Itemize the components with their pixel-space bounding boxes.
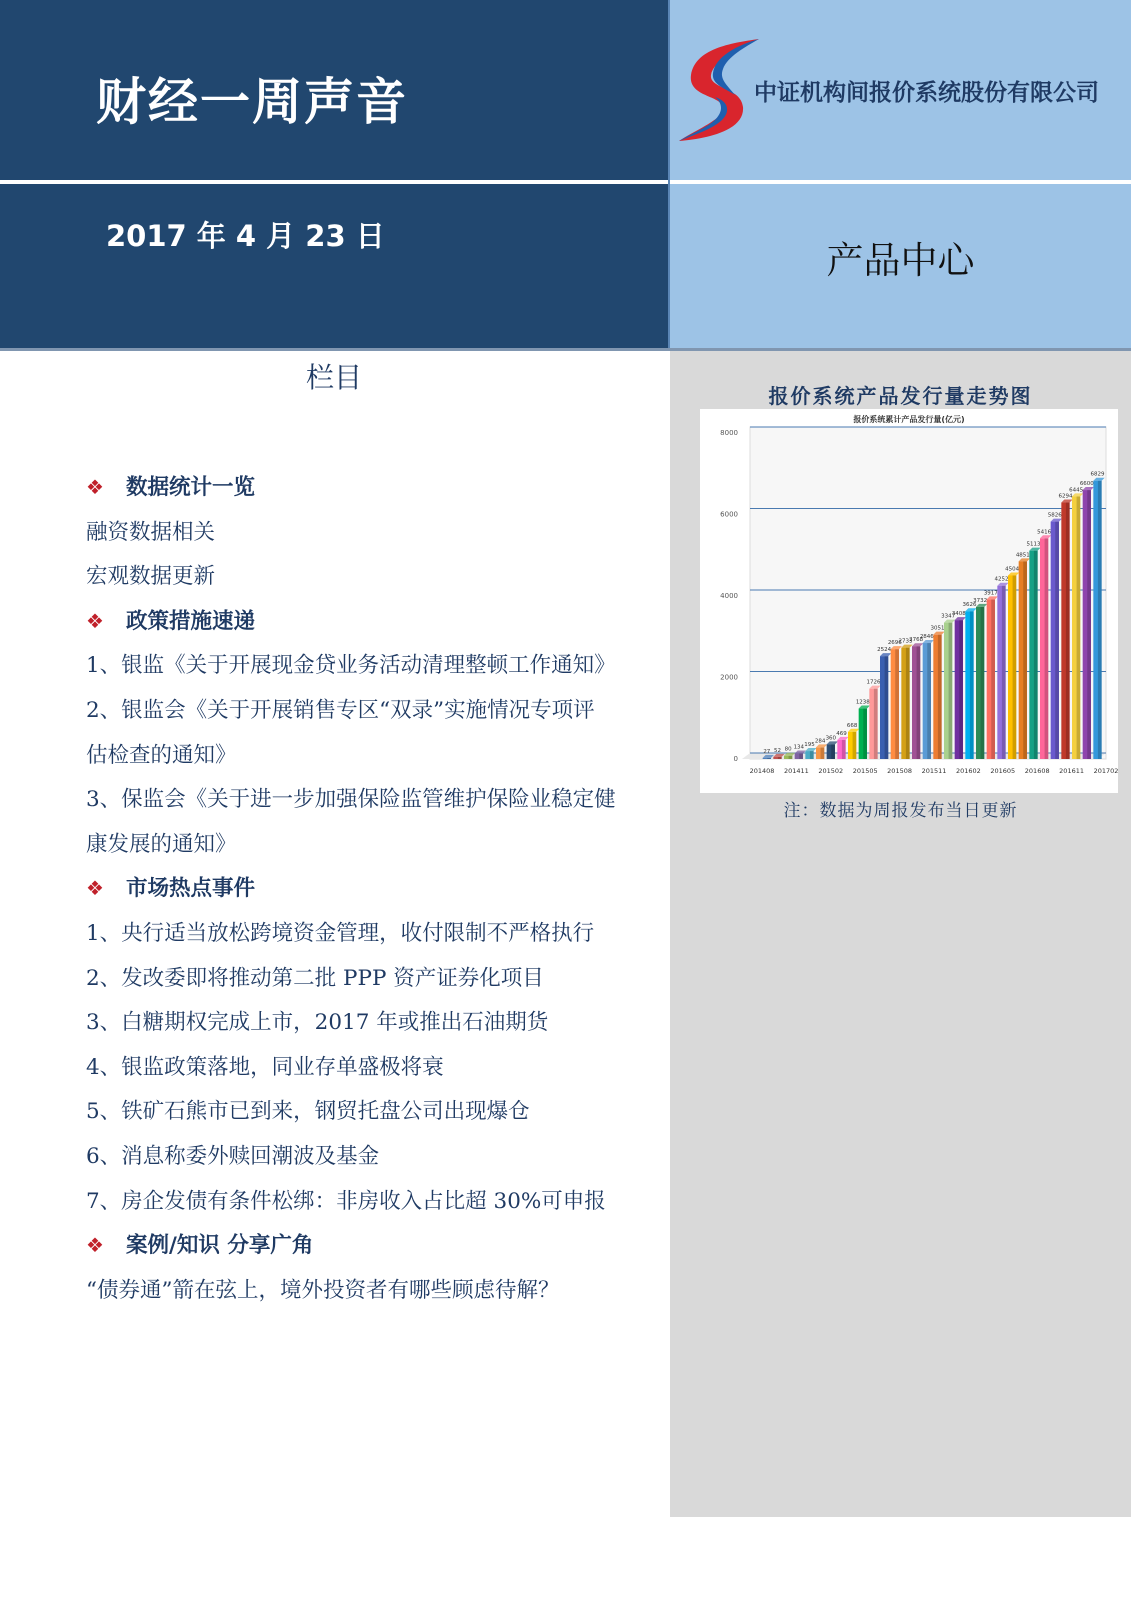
- chart-bar-shade: [885, 656, 889, 759]
- toc-section-2: [86, 604, 255, 635]
- bar-value-label: 6445: [1069, 487, 1084, 494]
- y-tick-label: 2000: [720, 673, 738, 682]
- chart-bar-shade: [1087, 490, 1091, 759]
- toc-item: 估检查的通知》: [86, 742, 237, 768]
- chart-bar-shade: [1013, 575, 1017, 759]
- bar-value-label: 195: [804, 742, 815, 749]
- chart-bar-shade: [810, 751, 814, 759]
- toc-section-title: 政策措施速递: [126, 608, 256, 634]
- bar-value-label: 2733: [898, 638, 913, 645]
- x-tick-label: 201411: [783, 767, 809, 775]
- bar-value-label: 5416: [1037, 529, 1052, 536]
- toc-section-1: [86, 470, 255, 501]
- bar-value-label: 2846: [919, 634, 934, 641]
- bar-value-label: 2524: [877, 647, 892, 654]
- report-date: 2017 年 4 月 23 日: [106, 219, 385, 253]
- chart-bar-shade: [970, 611, 974, 759]
- header-left-bottom: [0, 184, 668, 348]
- bar-value-label: 4252: [994, 576, 1009, 583]
- chart-bar-shade: [789, 756, 793, 759]
- bar-value-label: 5113: [1026, 541, 1041, 548]
- chart-bar-shade: [831, 744, 835, 759]
- x-tick-label: 201408: [749, 767, 775, 775]
- chart-bar-shade: [1034, 551, 1038, 759]
- chart-bar-shade: [863, 709, 867, 759]
- chart-bar-shade: [1002, 586, 1006, 759]
- chart-inner-title: 报价系统累计产品发行量(亿元): [853, 415, 965, 424]
- chart-bar-shade: [1077, 496, 1081, 759]
- x-tick-label: 201608: [1024, 767, 1050, 775]
- chart-svg: [700, 409, 1118, 793]
- toc-item: 5、铁矿石熊市已到来，钢贸托盘公司出现爆仓: [86, 1099, 530, 1125]
- bar-value-label: 2696: [887, 640, 902, 647]
- toc-section-4: [86, 1228, 313, 1259]
- toc-section-title: 案例/知识 分享广角: [126, 1233, 314, 1259]
- toc-item: 7、房企发债有条件松绑：非房收入占比超 30%可申报: [86, 1188, 606, 1214]
- bar-value-label: 3917: [983, 590, 998, 597]
- toc-item: 宏观数据更新: [86, 564, 216, 590]
- chart-bar-shade: [778, 757, 782, 759]
- y-tick-label: 6000: [720, 510, 738, 519]
- chart-bar-shade: [1098, 481, 1102, 759]
- toc-item: 康发展的通知》: [86, 831, 237, 857]
- chart-bar-shade: [1023, 561, 1027, 759]
- toc-heading: 栏目: [305, 361, 362, 394]
- bar-value-label: 27: [763, 748, 771, 755]
- x-tick-label: 201602: [955, 767, 981, 775]
- toc-item: 6、消息称委外赎回潮波及基金: [86, 1144, 380, 1169]
- chart-bar-shade: [895, 649, 899, 759]
- bar-value-label: 3732: [973, 597, 988, 604]
- company-logo-icon: [675, 35, 765, 145]
- chart-bar-shade: [874, 689, 878, 759]
- bar-value-label: 80: [784, 746, 792, 753]
- header-divider: [0, 180, 1131, 184]
- toc-item: 3、白糖期权完成上市，2017 年或推出石油期货: [86, 1010, 549, 1036]
- x-tick-label: 201611: [1059, 767, 1085, 775]
- toc-item: 4、银监政策落地，同业存单盛极将衰: [86, 1054, 444, 1080]
- bar-value-label: 3051: [930, 625, 945, 632]
- issuance-chart: [700, 409, 1118, 793]
- chart-bar-shade: [917, 646, 921, 759]
- bar-value-label: 6294: [1058, 493, 1073, 500]
- chart-bar-shade: [1066, 503, 1070, 759]
- chart-bar-shade: [842, 740, 846, 759]
- chart-bar-shade: [821, 747, 825, 759]
- chart-bar-shade: [767, 758, 771, 759]
- bar-value-label: 4504: [1005, 566, 1020, 573]
- chart-bar-shade: [1055, 522, 1059, 759]
- company-name: 中证机构间报价系统股份有限公司: [754, 80, 1099, 106]
- y-tick-label: 0: [733, 755, 738, 763]
- chart-bar-shade: [927, 643, 931, 759]
- toc-section-3: [86, 871, 255, 902]
- bar-value-label: 668: [846, 722, 858, 729]
- x-tick-label: 201508: [887, 767, 913, 775]
- bar-value-label: 5826: [1047, 512, 1062, 519]
- bar-value-label: 1726: [866, 679, 881, 686]
- chart-bar-shade: [981, 607, 985, 759]
- diamond-bullet-icon: ❖: [86, 1233, 104, 1258]
- chart-bar-shade: [799, 754, 803, 759]
- toc-item: 2、发改委即将推动第二批 PPP 资产证券化项目: [86, 965, 544, 991]
- bar-value-label: 6600: [1079, 481, 1094, 488]
- chart-bar-shade: [991, 599, 995, 759]
- bar-value-label: 360: [825, 735, 837, 742]
- bar-value-label: 469: [836, 730, 847, 737]
- bar-value-label: 1238: [855, 699, 870, 706]
- chart-caption: 报价系统产品发行量走势图: [768, 384, 1033, 408]
- bar-value-label: 3408: [951, 611, 966, 618]
- bar-value-label: 4851: [1015, 552, 1030, 559]
- diamond-bullet-icon: ❖: [86, 475, 104, 499]
- x-tick-label: 201605: [990, 767, 1016, 775]
- bar-value-label: 6829: [1090, 471, 1105, 478]
- diamond-bullet-icon: ❖: [86, 608, 104, 633]
- department-name: 产品中心: [826, 239, 975, 282]
- chart-bar-shade: [949, 623, 953, 759]
- toc-item: 1、银监《关于开展现金贷业务活动清理整顿工作通知》: [86, 653, 616, 679]
- toc-item: 1、央行适当放松跨境资金管理，收付限制不严格执行: [86, 921, 595, 946]
- x-tick-label: 201511: [921, 767, 947, 775]
- bar-value-label: 2768: [909, 637, 924, 644]
- bar-value-label: 3626: [962, 602, 977, 609]
- page-title: 财经一周声音: [96, 73, 408, 131]
- chart-bar-shade: [959, 620, 963, 759]
- toc-item: “债券通”箭在弦上，境外投资者有哪些顾虑待解？: [86, 1277, 560, 1303]
- x-tick-label: 201502: [818, 767, 844, 775]
- chart-bar-shade: [853, 732, 857, 759]
- header-vertical-divider: [668, 0, 670, 350]
- toc-section-title: 数据统计一览: [126, 475, 256, 500]
- chart-bar-shade: [938, 635, 942, 759]
- chart-bar-shade: [1045, 538, 1049, 759]
- bar-value-label: 284: [814, 738, 826, 745]
- diamond-bullet-icon: ❖: [86, 876, 104, 901]
- x-tick-label: 201505: [852, 767, 878, 775]
- y-tick-label: 8000: [720, 429, 738, 437]
- toc-item: 融资数据相关: [86, 519, 216, 545]
- x-tick-label: 201702: [1093, 767, 1118, 775]
- bar-value-label: 52: [773, 747, 781, 754]
- toc-item: 2、银监会《关于开展销售专区“双录”实施情况专项评: [86, 698, 595, 723]
- y-tick-label: 4000: [720, 592, 738, 600]
- bar-value-label: 3347: [941, 613, 956, 620]
- chart-note: 注：数据为周报发布当日更新: [783, 801, 1018, 821]
- toc-section-title: 市场热点事件: [126, 876, 256, 902]
- toc-item: 3、保监会《关于进一步加强保险监管维护保险业稳定健: [86, 787, 616, 813]
- bar-value-label: 134: [793, 744, 805, 751]
- chart-bar-shade: [906, 648, 910, 759]
